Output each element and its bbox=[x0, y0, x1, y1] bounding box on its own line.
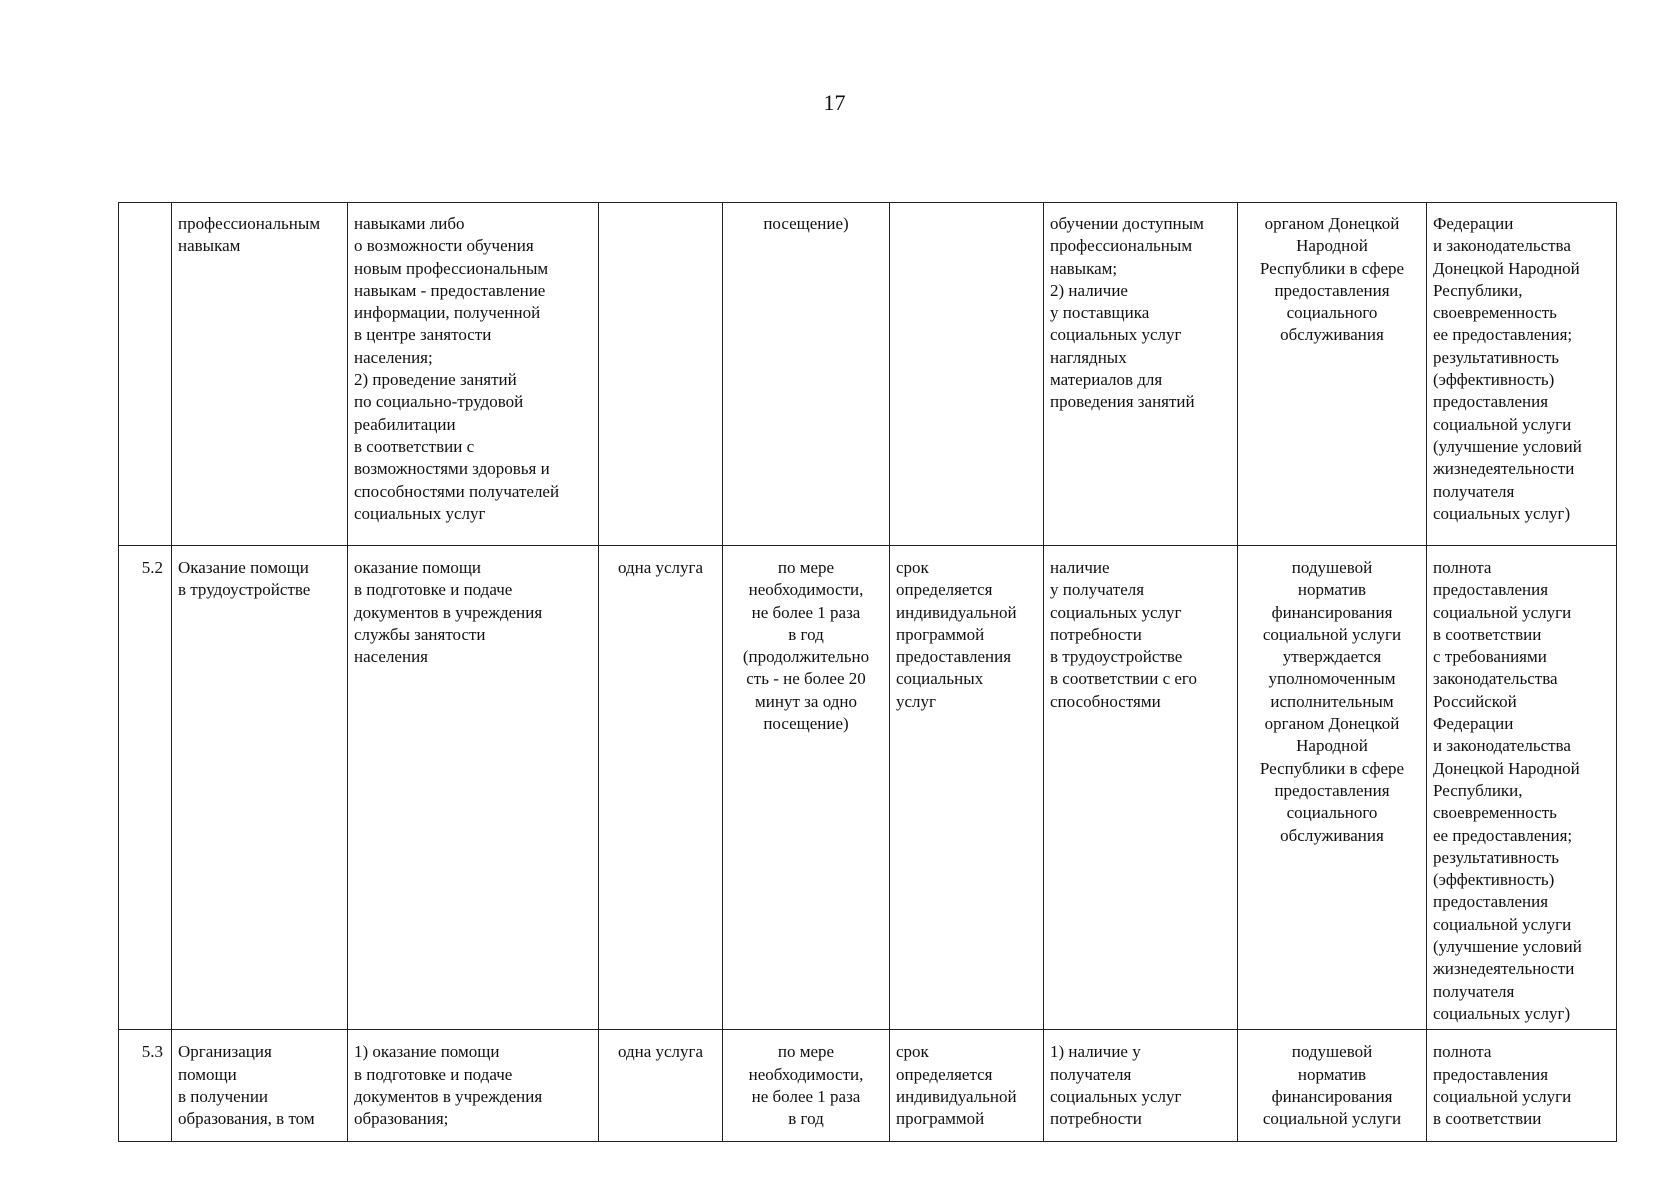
social-services-table bbox=[118, 202, 1617, 1142]
service-financing-cell: органом Донецкой Народной Республики в сфере предоставления социального обслуживания bbox=[1238, 203, 1427, 546]
table-row bbox=[119, 1030, 1617, 1142]
service-name-cell: профессиональным навыкам bbox=[172, 203, 348, 546]
service-frequency-cell: по мере необходимости, не более 1 раза в год (продолжительно сть - не более 20 минут за одно посещение) bbox=[723, 546, 890, 1030]
service-content-cell: оказание помощи в подготовке и подаче документов в учреждения службы занятости населения bbox=[348, 546, 599, 1030]
row-number-cell: 5.2 bbox=[119, 546, 172, 1030]
service-volume-cell: одна услуга bbox=[599, 1030, 723, 1142]
service-frequency-cell: посещение) bbox=[723, 203, 890, 546]
service-financing-cell: подушевой норматив финансирования социальной услуги утверждается уполномоченным исполнительным органом Донецкой Народной Республики в сфере предоставления социального обслуживания bbox=[1238, 546, 1427, 1030]
service-conditions-cell: наличие у получателя социальных услуг потребности в трудоустройстве в соответствии с его способностями bbox=[1044, 546, 1238, 1030]
service-quality-cell: полнота предоставления социальной услуги в соответствии bbox=[1427, 1030, 1617, 1142]
service-name-cell: Оказание помощи в трудоустройстве bbox=[172, 546, 348, 1030]
service-content-cell: навыками либо о возможности обучения новым профессиональным навыкам - предоставление информации, полученной в центре занятости населения; 2) проведение занятий по социально-трудовой реабилитации в соответствии с возможностями здоровья и способностями получателей социальных услуг bbox=[348, 203, 599, 546]
service-quality-cell: Федерации и законодательства Донецкой Народной Республики, своевременность ее предоставления; результативность (эффективность) предоставления социальной услуги (улучшение условий жизнедеятельности получателя социальных услуг) bbox=[1427, 203, 1617, 546]
row-number-cell bbox=[119, 203, 172, 546]
row-number-cell: 5.3 bbox=[119, 1030, 172, 1142]
service-volume-cell: одна услуга bbox=[599, 546, 723, 1030]
service-conditions-cell: 1) наличие у получателя социальных услуг потребности bbox=[1044, 1030, 1238, 1142]
service-conditions-cell: обучении доступным профессиональным навыкам; 2) наличие у поставщика социальных услуг наглядных материалов для проведения занятий bbox=[1044, 203, 1238, 546]
service-content-cell: 1) оказание помощи в подготовке и подаче документов в учреждения образования; bbox=[348, 1030, 599, 1142]
service-name-cell: Организация помощи в получении образования, в том bbox=[172, 1030, 348, 1142]
service-term-cell: срок определяется индивидуальной программой bbox=[890, 1030, 1044, 1142]
service-term-cell: срок определяется индивидуальной программой предоставления социальных услуг bbox=[890, 546, 1044, 1030]
service-quality-cell: полнота предоставления социальной услуги в соответствии с требованиями законодательства Российской Федерации и законодательства Донецкой Народной Республики, своевременность ее предоставления; результативность (эффективность) предоставления социальной услуги (улучшение условий жизнедеятельности получателя социальных услуг) bbox=[1427, 546, 1617, 1030]
service-term-cell bbox=[890, 203, 1044, 546]
table-row bbox=[119, 546, 1617, 1030]
page-number: 17 bbox=[823, 90, 846, 115]
table-row bbox=[119, 203, 1617, 546]
service-frequency-cell: по мере необходимости, не более 1 раза в год bbox=[723, 1030, 890, 1142]
service-volume-cell bbox=[599, 203, 723, 546]
service-financing-cell: подушевой норматив финансирования социальной услуги bbox=[1238, 1030, 1427, 1142]
